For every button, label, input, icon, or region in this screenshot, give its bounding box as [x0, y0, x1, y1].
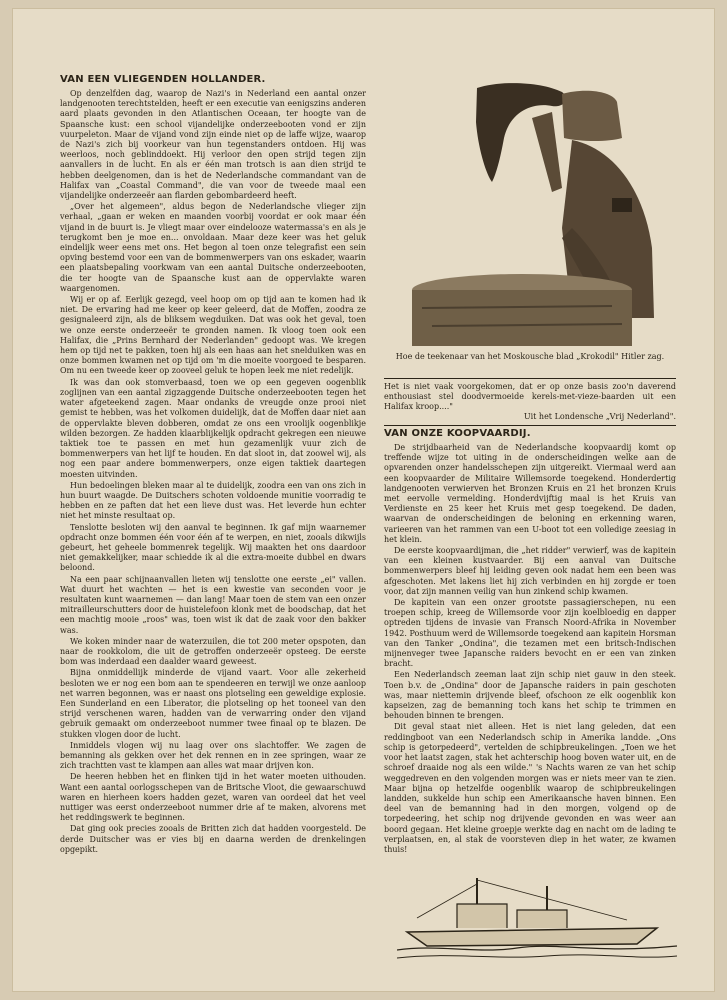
quote-text: Het is niet vaak voorgekomen, dat er op onze basis zoo'n daverend enthousiast stel doodvermoeide kerels-met-vieze-baarden uit een Halifax kroop...."	[384, 382, 676, 411]
article-paragraph: Wij er op af. Eerlijk gezegd, veel hoop om op tijd aan te komen had ik niet. De ervaring had me keer op keer geleerd, dat de Moffen, zoodra ze gesignaleerd zijn, als de bliksem wegduiken. Dat was ook het geval, toen we onze eerste onderzeeër te gronden namen. Ik vloog toen ook een Halifax, die „Prins Bernhard der Nederlanden" gedoopt was. We kregen hem op tijd net te pakken, toen hij als een haas aan het snelduiken was en onze bommen kwamen net op tijd om 'm die moeite voorgoed te besparen. Om nu een tweede keer op zooveel geluk te hopen leek me niet redelijk.	[60, 295, 366, 376]
article-paragraph: Hun bedoelingen bleken maar al te duidelijk, zoodra een van ons zich in hun buurt waagde. De Duitschers schoten voldoende munitie voorradig te hebben en ze paften dat het een lieve dust was. Het leverde hun echter niet het minste resultaat op.	[60, 480, 366, 521]
newspaper-page	[12, 8, 715, 992]
article-paragraph: De eerste koopvaardijman, die „het ridder" verwierf, was de kapitein van een kleinen kustvaarder. Bij een aanval van Duitsche bommenwerpers bleef hij leiding geven ook nadat hem een been was afgeschoten. Met lakens liet hij zich verbinden en hij zorgde er toen voor, dat zijn mannen veilig van hun zinkend schip kwamen.	[384, 546, 676, 596]
article-paragraph: Dat ging ook precies zooals de Britten zich dat hadden voorgesteld. De derde Duitscher was er vies bij en daarna werden de drenkelingen opgepikt.	[60, 824, 366, 854]
article-vliegenden-hollander	[60, 74, 366, 856]
hitler-caricature-illustration	[412, 78, 662, 352]
article-paragraph: Inmiddels vlogen wij nu laag over ons slachtoffer. We zagen de bemanning als gekken over het dek rennen en in zee springen, waar ze zich trachtten vast te klampen aan alles wat maar drijven kon.	[60, 740, 366, 771]
article-heading: VAN ONZE KOOPVAARDIJ.	[384, 428, 531, 439]
article-paragraph: De heeren hebben het en flinken tijd in het water moeten uithouden. Want een aantal oorlogsschepen van de Britsche Vloot, die gewaarschuwd waren en hierheen koers hadden gezet, waren van oordeel dat het veel nuttiger was eerst onderzeeboot nummer drie af te maken, alvorens met het reddingswerk te beginnen.	[60, 772, 366, 823]
article-paragraph: De strijdbaarheid van de Nederlandsche koopvaardij komt op treffende wijze tot uiting in de onderscheidingen welke aan de opvarenden onzer handelsschepen zijn uitgereikt. Viermaal werd aan een koopvaarder de Militaire Willemsorde toegekend. Honderdertig landgenooten verwierven het Bronzen Kruis en 21 het bronzen Kruis met eervolle vermelding. Honderdvijftig maal is het Kruis van Verdienste en 25 keer het Kruis met gesp toegekend. De daden, waarvan de onderscheidingen de beloning en erkenning waren, varieeren van het rammen van een U-boot tot een volledige zeesiag in het klein.	[384, 443, 676, 544]
article-paragraph: Tenslotte besloten wij den aanval te beginnen. Ik gaf mijn waarnemer opdracht onze bommen één voor één af te werpen, en niet, zooals dikwijls gebeurt, het geheele bommenrek tegelijk. Wij maakten het ons daardoor niet gemakkelijker, maar schiedde ik al die extra-moeite dubbel en dwars beloond.	[60, 522, 366, 573]
article-heading: VAN EEN VLIEGENDEN HOLLANDER.	[60, 74, 266, 85]
article-paragraph: Op denzelfden dag, waarop de Nazi's in Nederland een aantal onzer landgenooten terechtstelden, heeft er een executie van eenigszins anderen aard plaats gevonden in den Atlantischen Oceaan, ter hoogte van de Spaansche kust: een school vijandelijke onderzeebooten vond er zijn vuurpeleton. Maar de vijand vond zijn einde niet op de laffe wijze, waarop de Nazi's zich bij voorkeur van hun tegenstanders ontdoen. Hij was weerloos, noch geblinddoekt. Hij verloor den open strijd tegen zijn aanvallers in de lucht. En als er één man trotsch is aan dien strijd te hebben deelgenomen, dan is het de Nederlandsche commandant van de Halifax van „Coastal Command", die van voor de tweede maal een vijandelijke onderzeeër aan flarden gebombardeerd heeft.	[60, 89, 366, 201]
ship-drawing	[397, 870, 677, 960]
quote-box	[384, 378, 676, 426]
article-paragraph: De kapitein van een onzer grootste passagierschepen, nu een troepen schip, kreeg de Willemsorde voor zijn koelbloedig en dapper optreden tijdens de invasie van Fransch Noord-Afrika in November 1942. Posthuum werd de Willemsorde toegekend aan kapitein Horsman van den Tanker „Ondina", die tezamen met een britsch-Indischen mijnenveger twee Japansche raiders bevocht en er een van zinken bracht.	[384, 598, 676, 669]
illustration-caption: Hoe de teekenaar van het Moskousche blad „Krokodil" Hitler zag.	[395, 352, 665, 361]
quote-source: Uit het Londensche „Vrij Nederland".	[523, 412, 676, 421]
article-koopvaardij	[384, 428, 676, 856]
article-paragraph: Na een paar schijnaanvallen lieten wij tenslotte one eerste „ei" vallen. Wat duurt het wachten — het is een kwestie van seconden voor je resultaten kunt waarnemen — dan lang! Maar toen de stem van een onzer mitrailleurschutters door de huistelefoon klonk met de boodschap, dat het een machtig mooie „roos" was, toen wist ik dat de zaak voor den bakker was.	[60, 574, 366, 635]
article-paragraph: „Over het algemeen", aldus begon de Nederlandsche vlieger zijn verhaal, „gaan er weken en maanden voorbij voordat er ook maar één vijand in de buurt is. Je vliegt maar over eindelooze watermassa's en als je terugkomt ben je moe en... onvoldaan. Maar deze keer was het geluk eindelijk weer eens met ons. Het begon al toen onze telegrafist een sein opving bestemd voor een van de bommenwerpers van ons eskader, waarin een plaatsbepaling voorkwam van een aantal Duitsche onderzeebooten, die ter hoogte van de Spaansche kust aan de oppervlakte waren waargenomen.	[60, 202, 366, 293]
article-paragraph: Een Nederlandsch zeeman laat zijn schip niet gauw in den steek. Toen b.v. de „Ondina" door de Japansche raiders in pain geschoten was, maar niettemin drijvende bleef, ofschoon ze elk oogenblik kon kapseizen, zag de bemanning toch kans het schip te trimmen en behouden binnen te brengen.	[384, 670, 676, 721]
article-body	[60, 89, 366, 855]
article-paragraph: Ik was dan ook stomverbaasd, toen we op een gegeven oogenblik zoglijnen van een aantal zigzaggende Duitsche onderzeebooten tegen het water afgeteekend zagen. Maar ondanks de vreugde onze prooi niet gemist te hebben, was het volkomen duidelijk, dat de Moffen daar niet aan de oppervlakte bleven dobberen, omdat ze ons een vroolijk oogenblikje wilden bezorgen. Ze hadden klaarblijkelijk opdracht gekregen een nieuwe taktiek toe te passen en met hun gezamenlijk vuur zich de bommenwerpers van het lijf te houden. En dat sloot in, dat zoowel wij, als nog een paar andere bommenwerpers, onze eigen taktiek daartegen moesten uitvinden.	[60, 377, 366, 479]
article-paragraph: Dit geval staat niet alleen. Het is niet lang geleden, dat een reddingboot van een Nederlandsch schip in Amerika landde. „Ons schip is getorpedeerd", vertelden de schipbreukelingen. „Toen we het voor het laatst zagen, stak het achterschip hoog boven water uit, en de schroef draaide nog als een wilde." 's Nachts waren ze van het schip weggedreven en den volgenden morgen was er niets meer van te zien. Maar bijna op hetzelfde oogenblik waarop de schipbreukelingen landden, sukkelde hun schip een Amerikaansche haven binnen. Een deel van de bemanning had in den morgen, volgend op de torpedeering, het schip nog drijvende gevonden en was weer aan boord gegaan. Het kleine groepje werkte dag en nacht om de lading te verplaatsen, en, al stak de voorsteven diep in het water, ze kwamen thuis!	[384, 722, 676, 854]
article-paragraph: We koken minder naar de waterzuilen, die tot 200 meter opspoten, dan naar de rookkolom, die uit de getroffen onderzeeër opsteeg. De eerste bom was inderdaad een daalder waard geweest.	[60, 636, 366, 667]
article-paragraph: Bijna onmiddellijk minderde de vijand vaart. Voor alle zekerheid besloten we er nog een bom aan te spendeeren en terwijl we onze aanloop net warren begonnen, was er naast ons plotseling een geweldige explosie. Een Sunderland en een Liberator, die plotseling op het tooneel van den strijd verschenen waren, hadden van de verwarring onder den vijand gebruik gemaakt om onderzeeboot nummer twee finaal op te blazen. De stukken vlogen door de lucht.	[60, 668, 366, 739]
article-body	[384, 443, 676, 855]
armband	[612, 198, 632, 212]
